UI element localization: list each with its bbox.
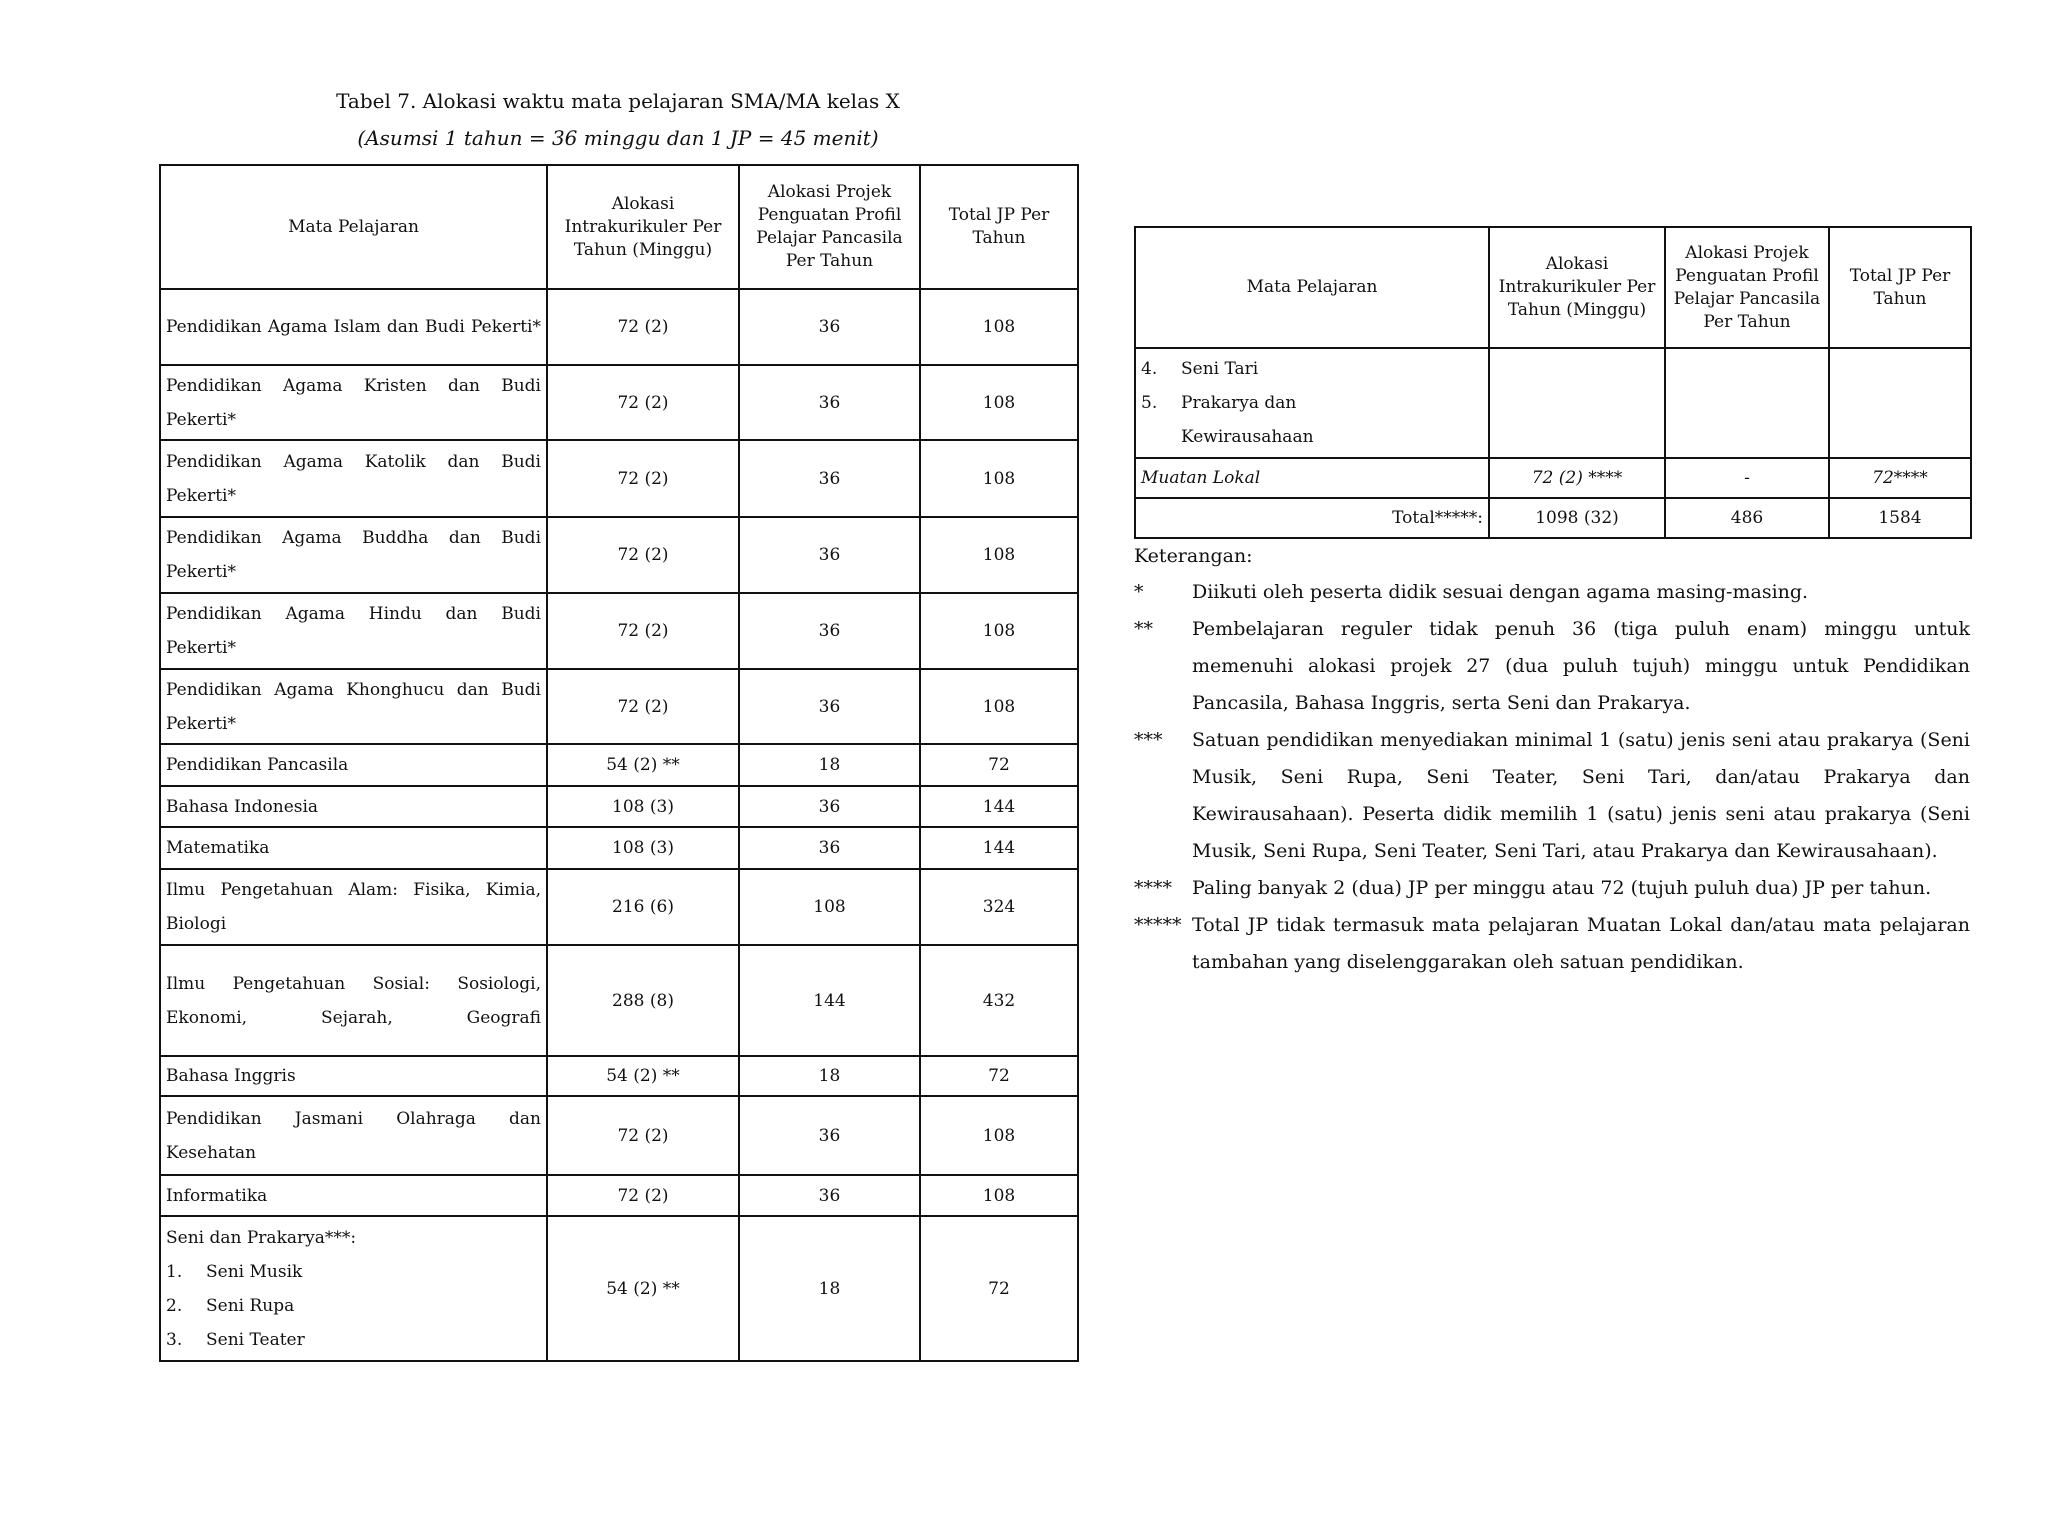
cell-subject: Pendidikan Agama Buddha dan Budi Pekerti*: [160, 517, 547, 593]
cell-project: 36: [739, 786, 920, 827]
note-text: Satuan pendidikan menyediakan minimal 1 (satu) jenis seni atau prakarya (Seni Musik, Seni Rupa, Seni Teater, Seni Tari, dan/atau Prakarya dan Kewirausahaan). Peserta didik memilih 1 (satu) jenis seni atau prakarya (Seni Musik, Seni Rupa, Seni Teater, Seni Tari, atau Prakarya dan Kewirausahaan).: [1192, 729, 1970, 862]
cell-subject: Informatika: [160, 1175, 547, 1216]
cell-intra: 72 (2): [547, 1096, 739, 1175]
cell-total: 108: [920, 1096, 1078, 1175]
cell-intra: 1098 (32): [1489, 498, 1665, 538]
cell-intra: 72 (2): [547, 440, 739, 517]
header-project: Alokasi Projek Penguatan Profil Pelajar Pancasila Per Tahun: [739, 165, 920, 289]
note-text: Total JP tidak termasuk mata pelajaran Muatan Lokal dan/atau mata pelajaran tambahan yang diselenggarakan oleh satuan pendidikan.: [1192, 914, 1970, 973]
table-row: [160, 744, 1078, 786]
header-subject: Mata Pelajaran: [1135, 227, 1489, 348]
cell-subject: Ilmu Pengetahuan Alam: Fisika, Kimia, Biologi: [160, 869, 547, 945]
note-mark: *: [1134, 581, 1144, 603]
notes-heading: Keterangan:: [1134, 545, 1253, 567]
cell-project: 36: [739, 827, 920, 869]
table-row: [160, 669, 1078, 744]
header-intra: Alokasi Intrakurikuler Per Tahun (Minggu): [547, 165, 739, 289]
cell-total: 72: [920, 1216, 1078, 1361]
cell-total: 1584: [1829, 498, 1971, 538]
cell-total: 72: [920, 744, 1078, 786]
table-row: [160, 1175, 1078, 1216]
table-row-muatan-lokal: [1135, 458, 1971, 498]
cell-subject: Pendidikan Agama Islam dan Budi Pekerti*: [160, 289, 547, 365]
cell-project: 36: [739, 517, 920, 593]
cell-intra: 72 (2): [547, 593, 739, 669]
cell-intra: 72 (2): [547, 1175, 739, 1216]
header-subject: Mata Pelajaran: [160, 165, 547, 289]
empty-cell: [1489, 348, 1665, 458]
cell-intra: 108 (3): [547, 827, 739, 869]
cell-intra: 108 (3): [547, 786, 739, 827]
allocation-table-right: [1134, 226, 1972, 539]
header-total: Total JP Per Tahun: [920, 165, 1078, 289]
table-row: [160, 517, 1078, 593]
cell-total: 108: [920, 440, 1078, 517]
cell-project: 18: [739, 1216, 920, 1361]
cell-project: 108: [739, 869, 920, 945]
cell-subject: Pendidikan Agama Hindu dan Budi Pekerti*: [160, 593, 547, 669]
table-row: [160, 440, 1078, 517]
cell-intra: 54 (2) **: [547, 1216, 739, 1361]
cell-total: 72****: [1829, 458, 1971, 498]
cell-subject: Pendidikan Pancasila: [160, 744, 547, 786]
cell-total: 108: [920, 593, 1078, 669]
cell-project: 36: [739, 440, 920, 517]
table-subtitle: (Asumsi 1 tahun = 36 minggu dan 1 JP = 45 menit): [357, 126, 879, 150]
cell-subject: Bahasa Inggris: [160, 1056, 547, 1096]
cell-total: 108: [920, 669, 1078, 744]
list-item: 2. Seni Rupa: [166, 1295, 295, 1316]
cell-total: 108: [920, 1175, 1078, 1216]
note-item: [1134, 907, 1970, 981]
cell-intra: 72 (2): [547, 517, 739, 593]
note-text: Diikuti oleh peserta didik sesuai dengan agama masing-masing.: [1192, 581, 1809, 603]
table-row: [160, 1056, 1078, 1096]
header-project: Alokasi Projek Penguatan Profil Pelajar Pancasila Per Tahun: [1665, 227, 1829, 348]
cell-project: 18: [739, 744, 920, 786]
table-row: [160, 786, 1078, 827]
cell-project: 36: [739, 289, 920, 365]
table-row: [160, 593, 1078, 669]
cell-project: 144: [739, 945, 920, 1056]
cell-project: 36: [739, 365, 920, 440]
note-item: [1134, 574, 1970, 611]
header-intra: Alokasi Intrakurikuler Per Tahun (Minggu): [1489, 227, 1665, 348]
cell-subject: Pendidikan Jasmani Olahraga dan Kesehatan: [160, 1096, 547, 1175]
cell-project: 18: [739, 1056, 920, 1096]
note-mark: **: [1134, 618, 1153, 640]
list-item: 4. Seni Tari: [1141, 359, 1259, 379]
cell-total: 108: [920, 365, 1078, 440]
cell-project: -: [1665, 458, 1829, 498]
table-row: [160, 289, 1078, 365]
table-row-seni: [160, 1216, 1078, 1361]
table-row-seni-cont: [1135, 348, 1971, 458]
table-row-total: [1135, 498, 1971, 538]
cell-intra: 72 (2): [547, 289, 739, 365]
cell-project: 36: [739, 1096, 920, 1175]
cell-total: 144: [920, 786, 1078, 827]
cell-total: 324: [920, 869, 1078, 945]
empty-cell: [1829, 348, 1971, 458]
cell-intra: 72 (2) ****: [1489, 458, 1665, 498]
cell-project: 36: [739, 593, 920, 669]
table-row: [160, 1096, 1078, 1175]
list-item: 3. Seni Teater: [166, 1329, 305, 1350]
cell-intra: 54 (2) **: [547, 1056, 739, 1096]
cell-subject: Matematika: [160, 827, 547, 869]
seni-cont-list: [1135, 348, 1489, 458]
cell-subject: Pendidikan Agama Katolik dan Budi Pekerti*: [160, 440, 547, 517]
note-text: Pembelajaran reguler tidak penuh 36 (tiga puluh enam) minggu untuk memenuhi alokasi projek 27 (dua puluh tujuh) minggu untuk Pendidikan Pancasila, Bahasa Inggris, serta Seni dan Prakarya.: [1192, 618, 1970, 714]
cell-total: 108: [920, 517, 1078, 593]
header-total: Total JP Per Tahun: [1829, 227, 1971, 348]
cell-intra: 216 (6): [547, 869, 739, 945]
cell-subject: Muatan Lokal: [1135, 458, 1489, 498]
note-item: [1134, 611, 1970, 722]
cell-subject: Ilmu Pengetahuan Sosial: Sosiologi, Ekonomi, Sejarah, Geografi: [160, 945, 547, 1056]
note-mark: ****: [1134, 877, 1172, 899]
cell-total: 72: [920, 1056, 1078, 1096]
list-item-heading: Seni dan Prakarya***:: [166, 1227, 357, 1248]
note-item: [1134, 722, 1970, 870]
allocation-table-left: [159, 164, 1079, 1362]
cell-subject: Bahasa Indonesia: [160, 786, 547, 827]
cell-subject: Pendidikan Agama Khonghucu dan Budi Pekerti*: [160, 669, 547, 744]
cell-subject: Pendidikan Agama Kristen dan Budi Pekerti*: [160, 365, 547, 440]
cell-total: 108: [920, 289, 1078, 365]
cell-project: 486: [1665, 498, 1829, 538]
list-item: 1. Seni Musik: [166, 1261, 303, 1282]
empty-cell: [1665, 348, 1829, 458]
list-item: 5. Prakarya dan: [1141, 393, 1297, 413]
table-row: [160, 869, 1078, 945]
cell-intra: 72 (2): [547, 669, 739, 744]
table-row: [160, 827, 1078, 869]
cell-intra: 54 (2) **: [547, 744, 739, 786]
table-header-row: [1135, 227, 1971, 348]
cell-total: 144: [920, 827, 1078, 869]
table-header-row: [160, 165, 1078, 289]
note-mark: *****: [1134, 914, 1182, 936]
table-row: [160, 365, 1078, 440]
cell-total-label: Total*****:: [1135, 498, 1489, 538]
cell-project: 36: [739, 1175, 920, 1216]
cell-intra: 288 (8): [547, 945, 739, 1056]
cell-intra: 72 (2): [547, 365, 739, 440]
table-body: [160, 289, 1078, 1361]
table-title: Tabel 7. Alokasi waktu mata pelajaran SMA/MA kelas X: [336, 89, 900, 113]
cell-subject-seni: [160, 1216, 547, 1361]
cell-total: 432: [920, 945, 1078, 1056]
notes-list: [1134, 574, 1970, 981]
note-mark: ***: [1134, 729, 1163, 751]
note-item: [1134, 870, 1970, 907]
list-item: Kewirausahaan: [1181, 427, 1314, 447]
table-row: [160, 945, 1078, 1056]
notes-section: [1134, 538, 1970, 981]
cell-project: 36: [739, 669, 920, 744]
note-text: Paling banyak 2 (dua) JP per minggu atau 72 (tujuh puluh dua) JP per tahun.: [1192, 877, 1932, 899]
